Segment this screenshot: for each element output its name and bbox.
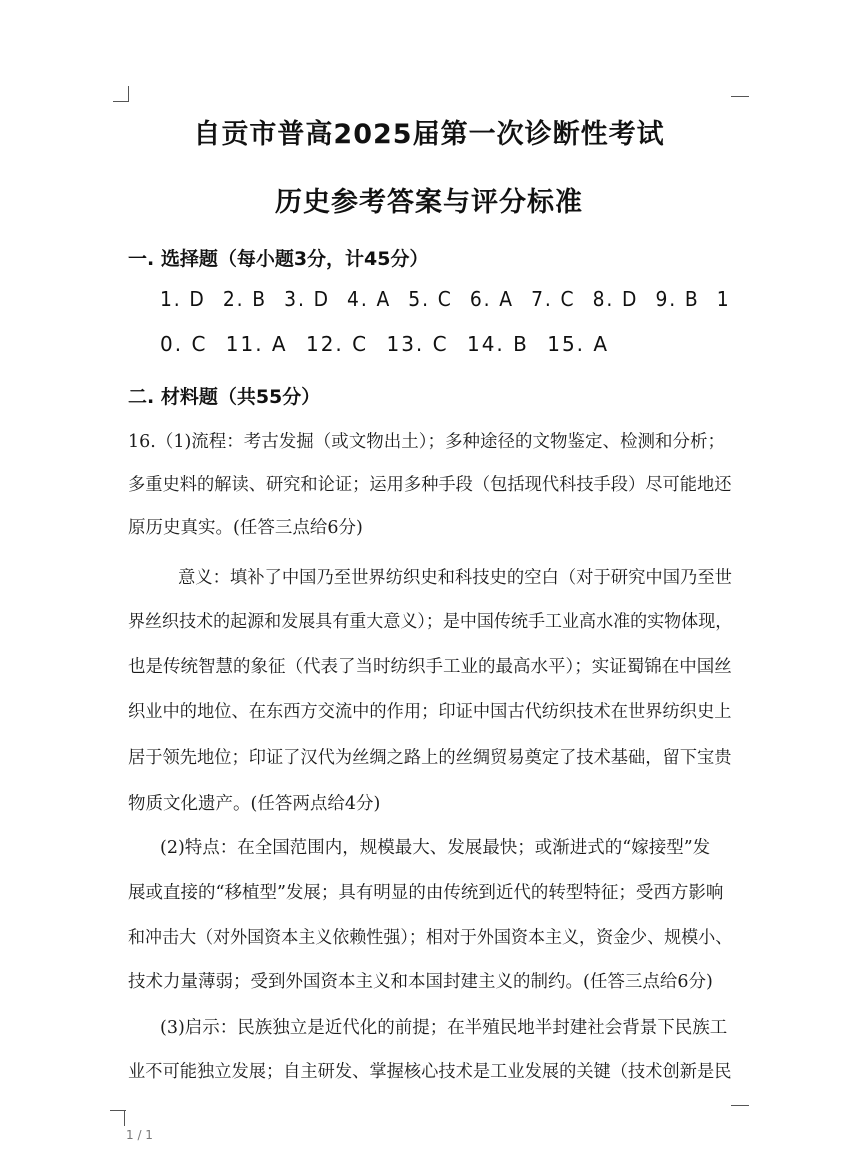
section-heading-material: 二. 材料题（共55分）: [128, 386, 321, 408]
page-indicator: 1 / 1: [126, 1128, 153, 1142]
answer-item: 8. D: [592, 287, 639, 311]
body-text-line: (3)启示：民族独立是近代化的前提；在半殖民地半封建社会背景下民族工: [160, 1018, 728, 1038]
answer-item: 7. C: [531, 287, 576, 311]
body-text-line: 界丝织技术的起源和发展具有重大意义）；是中国传统手工业高水准的实物体现，: [128, 612, 733, 632]
body-text-line: 物质文化遗产。(任答两点给4分): [128, 794, 381, 814]
body-text-line: 居于领先地位；印证了汉代为丝绸之路上的丝绸贸易奠定了技术基础，留下宝贵: [128, 748, 732, 768]
answer-item: 6. A: [469, 287, 514, 311]
body-text-line: 技术力量薄弱；受到外国资本主义和本国封建主义的制约。(任答三点给6分): [128, 972, 713, 992]
corner-mark-top-right: [731, 96, 749, 97]
answer-item: 13. C: [386, 332, 449, 356]
body-text-line: 展或直接的“移植型”发展；具有明显的由传统到近代的转型特征；受西方影响: [128, 883, 724, 903]
body-text-line: 多重史料的解读、研究和论证；运用多种手段（包括现代科技手段）尽可能地还: [128, 475, 732, 495]
answer-item: 1: [716, 287, 731, 311]
body-text-line: 业不可能独立发展；自主研发、掌握核心技术是工业发展的关键（技术创新是民: [128, 1062, 732, 1082]
body-text-line: 织业中的地位、在东西方交流中的作用；印证中国古代纺织技术在世界纺织史上: [128, 702, 732, 722]
corner-mark-bottom-right: [731, 1105, 749, 1106]
answer-item: 2. B: [222, 287, 267, 311]
corner-mark-top-left-horizontal: [113, 101, 129, 102]
answer-item: 1. D: [160, 287, 206, 311]
answer-row-2: [160, 332, 619, 356]
answer-item: 4. A: [347, 287, 392, 311]
answer-item: 5. C: [408, 287, 453, 311]
corner-mark-top-left-vertical: [128, 86, 129, 102]
document-title: 自贡市普高2025届第一次诊断性考试: [193, 119, 665, 150]
answer-item: 12. C: [305, 332, 369, 356]
document-subtitle: 历史参考答案与评分标准: [275, 187, 583, 218]
body-text-line: (2)特点：在全国范围内，规模最大、发展最快；或渐进式的“嫁接型”发: [160, 838, 711, 858]
corner-mark-bottom-left-horizontal: [110, 1110, 126, 1111]
answer-item: 11. A: [225, 332, 288, 356]
answer-row-1: [160, 287, 740, 311]
body-text-line: 和冲击大（对外国资本主义依赖性强）；相对于外国资本主义，资金少、规模小、: [128, 928, 733, 948]
body-text-line: 16.（1)流程：考古发掘（或文物出土）；多种途径的文物鉴定、检测和分析；: [128, 432, 726, 452]
section-heading-multiple-choice: 一. 选择题（每小题3分，计45分）: [128, 248, 429, 270]
body-text-line: 原历史真实。(任答三点给6分): [128, 518, 363, 538]
answer-item: 0. C: [160, 332, 208, 356]
answer-item: 9. B: [655, 287, 700, 311]
corner-mark-bottom-left-vertical: [124, 1110, 125, 1126]
body-text-line: 也是传统智慧的象征（代表了当时纺织手工业的最高水平）；实证蜀锦在中国丝: [128, 657, 732, 677]
body-text-line: 意义：填补了中国乃至世界纺织史和科技史的空白（对于研究中国乃至世: [178, 568, 732, 588]
answer-item: 3. D: [284, 287, 330, 311]
answer-item: 15. A: [547, 332, 610, 356]
answer-item: 14. B: [466, 332, 529, 356]
